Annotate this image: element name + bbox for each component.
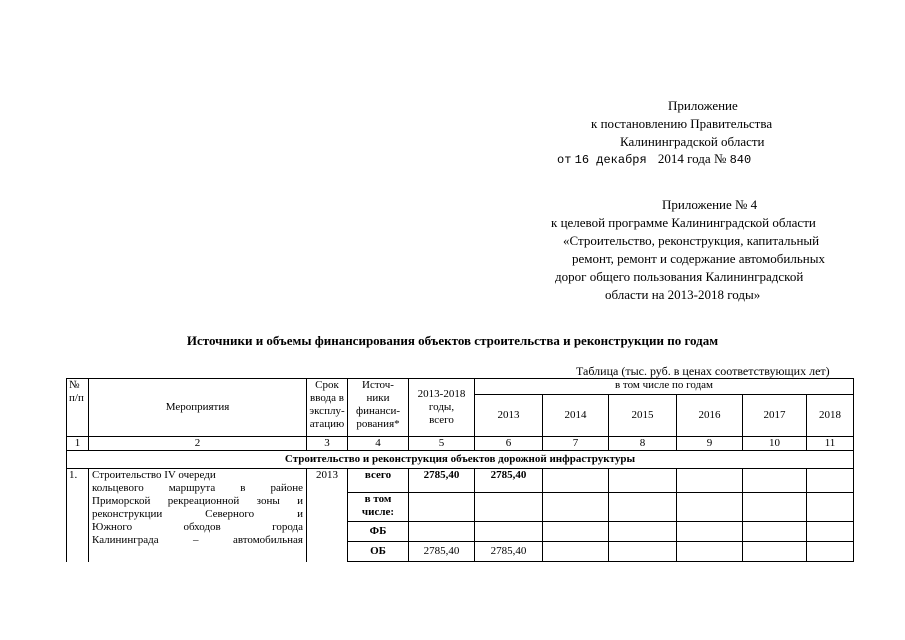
header-sources: Источ- ники финанси- рования* [348,379,409,437]
table-row [67,469,854,493]
appendix-line-2: «Строительство, реконструкция, капитальный [563,233,820,248]
col-num-11: 11 [807,437,854,451]
col-num-1: 1 [67,437,89,451]
header-year-2015: 2015 [609,395,677,437]
appendix-label: Приложение [668,98,738,113]
source-ob: ОБ [348,542,409,562]
appendix-line-1: к целевой программе Калининградской области [551,215,816,230]
appendix-line-3: ремонт, ремонт и содержание автомобильных [572,251,825,266]
header-year-2013: 2013 [475,395,543,437]
col-num-9: 9 [677,437,743,451]
col-num-7: 7 [543,437,609,451]
col-num-8: 8 [609,437,677,451]
table-note: Таблица (тыс. руб. в ценах соответствующих лет) [576,364,830,378]
row-number: 1. [67,469,89,562]
decree-reference: к постановлению Правительства [591,116,773,131]
col-num-4: 4 [348,437,409,451]
total-value: 2785,40 [409,469,475,493]
row-description: Строительство IV очереди кольцевого маршрута в районе Приморской рекреационной зоны и реконструкции Северного и Южного обходов города Калининграда – автомобильная [89,469,307,562]
source-fb: ФБ [348,522,409,542]
header-measures: Мероприятия [89,379,307,437]
decree-number: 840 [729,153,752,167]
source-including: в том числе: [348,493,409,522]
header-year-2016: 2016 [677,395,743,437]
column-number-row [67,437,854,451]
header-year-2017: 2017 [743,395,807,437]
col-num-2: 2 [89,437,307,451]
document-title: Источники и объемы финансирования объектов строительства и реконструкции по годам [186,333,719,348]
appendix-number: Приложение № 4 [662,197,758,212]
ob-year-2013-value: 2785,40 [475,542,543,562]
header-by-years: в том числе по годам [475,379,854,395]
header-term: Срок ввода в эксплу- атацию [307,379,348,437]
ob-total-value: 2785,40 [409,542,475,562]
col-num-5: 5 [409,437,475,451]
year-2013-value: 2785,40 [475,469,543,493]
date-prefix: от [557,153,572,167]
row-term: 2013 [307,469,348,562]
col-num-3: 3 [307,437,348,451]
header-year-2018: 2018 [807,395,854,437]
header-year-2014: 2014 [543,395,609,437]
section-heading: Строительство и реконструкция объектов дорожной инфраструктуры [67,451,854,469]
region-name: Калининградской области [620,134,765,149]
col-num-10: 10 [743,437,807,451]
financing-table [66,378,854,562]
date-day-month: 16 декабря [574,153,647,167]
appendix-line-5: области на 2013-2018 годы» [605,287,761,302]
appendix-line-4: дорог общего пользования Калининградской [555,269,804,284]
col-num-6: 6 [475,437,543,451]
decree-date [557,150,751,169]
header-total: 2013-2018 годы, всего [409,379,475,437]
header-num: № п/п [67,379,89,437]
date-year: 2014 года № [657,151,727,166]
source-total: всего [348,469,409,493]
